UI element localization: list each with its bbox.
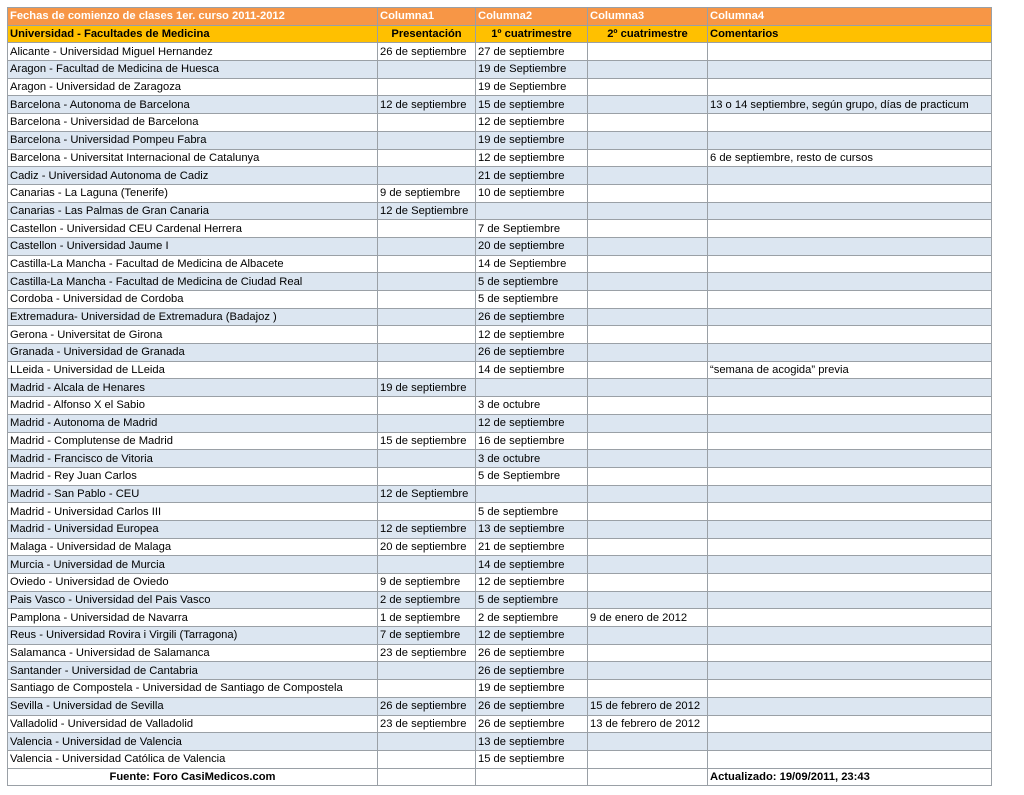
table-row	[8, 273, 992, 291]
footer-row	[8, 768, 992, 786]
table-row	[8, 61, 992, 79]
cell-comentarios[interactable]	[708, 43, 992, 61]
cell-comentarios[interactable]	[708, 644, 992, 662]
cell-presentacion[interactable]	[378, 397, 476, 415]
cell-2-cuatrimestre[interactable]	[588, 114, 708, 132]
cell-1-cuatrimestre[interactable]: 3 de octubre	[476, 450, 588, 468]
cell-presentacion[interactable]	[378, 467, 476, 485]
cell-presentacion[interactable]: 12 de septiembre	[378, 520, 476, 538]
cell-university[interactable]: Madrid - Autonoma de Madrid	[8, 414, 378, 432]
cell-2-cuatrimestre[interactable]	[588, 149, 708, 167]
cell-presentacion[interactable]	[378, 220, 476, 238]
cell-university[interactable]: Cordoba - Universidad de Cordoba	[8, 291, 378, 309]
cell-1-cuatrimestre[interactable]	[476, 202, 588, 220]
table-row	[8, 697, 992, 715]
cell-comentarios[interactable]	[708, 697, 992, 715]
cell-2-cuatrimestre[interactable]: 15 de febrero de 2012	[588, 697, 708, 715]
cell-1-cuatrimestre[interactable]: 26 de septiembre	[476, 715, 588, 733]
cell-presentacion[interactable]	[378, 361, 476, 379]
table-row	[8, 485, 992, 503]
cell-1-cuatrimestre[interactable]: 5 de septiembre	[476, 291, 588, 309]
cell-university[interactable]: Aragon - Universidad de Zaragoza	[8, 78, 378, 96]
cell-presentacion[interactable]	[378, 344, 476, 362]
cell-2-cuatrimestre[interactable]	[588, 432, 708, 450]
cell-university[interactable]: Madrid - Alfonso X el Sabio	[8, 397, 378, 415]
table-row	[8, 680, 992, 698]
cell-2-cuatrimestre[interactable]	[588, 662, 708, 680]
cell-comentarios[interactable]	[708, 167, 992, 185]
cell-university[interactable]: Madrid - Universidad Europea	[8, 520, 378, 538]
cell-1-cuatrimestre[interactable]: 5 de septiembre	[476, 503, 588, 521]
header-1-cuatrimestre[interactable]: 1º cuatrimestre	[476, 25, 588, 43]
cell-comentarios[interactable]	[708, 78, 992, 96]
cell-presentacion[interactable]: 12 de Septiembre	[378, 202, 476, 220]
table-row	[8, 750, 992, 768]
cell-comentarios[interactable]	[708, 485, 992, 503]
cell-2-cuatrimestre[interactable]	[588, 680, 708, 698]
table-row	[8, 131, 992, 149]
table-row	[8, 344, 992, 362]
cell-2-cuatrimestre[interactable]	[588, 61, 708, 79]
cell-university[interactable]: Castellon - Universidad Jaume I	[8, 237, 378, 255]
title-row	[8, 8, 992, 26]
cell-university[interactable]: Barcelona - Autonoma de Barcelona	[8, 96, 378, 114]
footer-updated[interactable]: Actualizado: 19/09/2011, 23:43	[708, 768, 992, 786]
cell-1-cuatrimestre[interactable]: 14 de septiembre	[476, 361, 588, 379]
cell-presentacion[interactable]	[378, 414, 476, 432]
cell-presentacion[interactable]	[378, 450, 476, 468]
cell-university[interactable]: Aragon - Facultad de Medicina de Huesca	[8, 61, 378, 79]
cell-1-cuatrimestre[interactable]: 19 de septiembre	[476, 680, 588, 698]
column-title-1[interactable]: Columna1	[378, 8, 476, 26]
cell-presentacion[interactable]	[378, 308, 476, 326]
cell-comentarios[interactable]	[708, 220, 992, 238]
sheet-title[interactable]: Fechas de comienzo de clases 1er. curso 2011-2012	[8, 8, 378, 26]
cell-comentarios[interactable]	[708, 344, 992, 362]
cell-presentacion[interactable]: 23 de septiembre	[378, 715, 476, 733]
cell-1-cuatrimestre[interactable]: 20 de septiembre	[476, 237, 588, 255]
cell-2-cuatrimestre[interactable]	[588, 237, 708, 255]
cell-2-cuatrimestre[interactable]	[588, 503, 708, 521]
cell-presentacion[interactable]	[378, 680, 476, 698]
cell-comentarios[interactable]	[708, 467, 992, 485]
table-row	[8, 149, 992, 167]
table-row	[8, 237, 992, 255]
cell-comentarios[interactable]	[708, 520, 992, 538]
cell-university[interactable]: Santiago de Compostela - Universidad de Santiago de Compostela	[8, 680, 378, 698]
cell-university[interactable]: Barcelona - Universidad de Barcelona	[8, 114, 378, 132]
cell-university[interactable]: Salamanca - Universidad de Salamanca	[8, 644, 378, 662]
cell-presentacion[interactable]: 1 de septiembre	[378, 609, 476, 627]
cell-1-cuatrimestre[interactable]: 14 de septiembre	[476, 556, 588, 574]
table-row	[8, 432, 992, 450]
cell-university[interactable]: Madrid - Universidad Carlos III	[8, 503, 378, 521]
cell-presentacion[interactable]: 9 de septiembre	[378, 184, 476, 202]
cell-university[interactable]: Valladolid - Universidad de Valladolid	[8, 715, 378, 733]
cell-2-cuatrimestre[interactable]	[588, 485, 708, 503]
cell-university[interactable]: Castilla-La Mancha - Facultad de Medicina de Ciudad Real	[8, 273, 378, 291]
cell-presentacion[interactable]: 12 de Septiembre	[378, 485, 476, 503]
table-row	[8, 184, 992, 202]
cell-1-cuatrimestre[interactable]: 3 de octubre	[476, 397, 588, 415]
cell-1-cuatrimestre[interactable]: 12 de septiembre	[476, 627, 588, 645]
cell-university[interactable]: Santander - Universidad de Cantabria	[8, 662, 378, 680]
cell-1-cuatrimestre[interactable]: 12 de septiembre	[476, 114, 588, 132]
table-row	[8, 202, 992, 220]
cell-1-cuatrimestre[interactable]: 26 de septiembre	[476, 697, 588, 715]
header-university[interactable]: Universidad - Facultades de Medicina	[8, 25, 378, 43]
cell-comentarios[interactable]	[708, 574, 992, 592]
cell-2-cuatrimestre[interactable]	[588, 733, 708, 751]
cell-comentarios[interactable]	[708, 733, 992, 751]
cell-comentarios[interactable]	[708, 591, 992, 609]
cell-comentarios[interactable]	[708, 450, 992, 468]
cell-comentarios[interactable]	[708, 538, 992, 556]
cell-1-cuatrimestre[interactable]: 19 de septiembre	[476, 131, 588, 149]
cell-university[interactable]: Canarias - Las Palmas de Gran Canaria	[8, 202, 378, 220]
cell-2-cuatrimestre[interactable]	[588, 644, 708, 662]
cell-2-cuatrimestre[interactable]	[588, 291, 708, 309]
cell-presentacion[interactable]	[378, 733, 476, 751]
header-row	[8, 25, 992, 43]
cell-1-cuatrimestre[interactable]: 26 de septiembre	[476, 644, 588, 662]
cell-university[interactable]: Castilla-La Mancha - Facultad de Medicina de Albacete	[8, 255, 378, 273]
cell-university[interactable]: Sevilla - Universidad de Sevilla	[8, 697, 378, 715]
cell-1-cuatrimestre[interactable]: 26 de septiembre	[476, 662, 588, 680]
cell-2-cuatrimestre[interactable]	[588, 627, 708, 645]
table-row	[8, 662, 992, 680]
table-row	[8, 556, 992, 574]
cell-presentacion[interactable]	[378, 61, 476, 79]
cell-comentarios[interactable]: 6 de septiembre, resto de cursos	[708, 149, 992, 167]
cell-university[interactable]: Madrid - San Pablo - CEU	[8, 485, 378, 503]
cell-university[interactable]: Madrid - Alcala de Henares	[8, 379, 378, 397]
cell-comentarios[interactable]: 13 o 14 septiembre, según grupo, días de practicum	[708, 96, 992, 114]
table-row	[8, 503, 992, 521]
cell-comentarios[interactable]	[708, 61, 992, 79]
cell-1-cuatrimestre[interactable]: 27 de septiembre	[476, 43, 588, 61]
cell-university[interactable]: Valencia - Universidad Católica de Valencia	[8, 750, 378, 768]
cell-presentacion[interactable]: 7 de septiembre	[378, 627, 476, 645]
cell-empty[interactable]	[476, 768, 588, 786]
table-row	[8, 715, 992, 733]
cell-university[interactable]: Barcelona - Universitat Internacional de Catalunya	[8, 149, 378, 167]
cell-1-cuatrimestre[interactable]: 12 de septiembre	[476, 326, 588, 344]
cell-university[interactable]: Barcelona - Universidad Pompeu Fabra	[8, 131, 378, 149]
cell-university[interactable]: Alicante - Universidad Miguel Hernandez	[8, 43, 378, 61]
cell-presentacion[interactable]: 2 de septiembre	[378, 591, 476, 609]
cell-2-cuatrimestre[interactable]	[588, 574, 708, 592]
cell-comentarios[interactable]	[708, 662, 992, 680]
cell-1-cuatrimestre[interactable]: 5 de Septiembre	[476, 467, 588, 485]
cell-1-cuatrimestre[interactable]: 21 de septiembre	[476, 538, 588, 556]
table-row	[8, 220, 992, 238]
cell-presentacion[interactable]	[378, 503, 476, 521]
cell-1-cuatrimestre[interactable]: 7 de Septiembre	[476, 220, 588, 238]
cell-comentarios[interactable]	[708, 291, 992, 309]
cell-1-cuatrimestre[interactable]: 5 de septiembre	[476, 591, 588, 609]
header-2-cuatrimestre[interactable]: 2º cuatrimestre	[588, 25, 708, 43]
cell-comentarios[interactable]	[708, 715, 992, 733]
table-row	[8, 414, 992, 432]
cell-university[interactable]: Cadiz - Universidad Autonoma de Cadiz	[8, 167, 378, 185]
cell-2-cuatrimestre[interactable]	[588, 414, 708, 432]
cell-2-cuatrimestre[interactable]	[588, 379, 708, 397]
column-title-4[interactable]: Columna4	[708, 8, 992, 26]
cell-2-cuatrimestre[interactable]	[588, 326, 708, 344]
table-row	[8, 627, 992, 645]
cell-comentarios[interactable]: “semana de acogida” previa	[708, 361, 992, 379]
table-row	[8, 255, 992, 273]
cell-comentarios[interactable]	[708, 414, 992, 432]
cell-2-cuatrimestre[interactable]	[588, 520, 708, 538]
cell-1-cuatrimestre[interactable]: 19 de Septiembre	[476, 78, 588, 96]
cell-presentacion[interactable]	[378, 750, 476, 768]
cell-2-cuatrimestre[interactable]	[588, 78, 708, 96]
cell-2-cuatrimestre[interactable]	[588, 361, 708, 379]
cell-university[interactable]: Pais Vasco - Universidad del Pais Vasco	[8, 591, 378, 609]
table-row	[8, 167, 992, 185]
cell-comentarios[interactable]	[708, 202, 992, 220]
table-row	[8, 591, 992, 609]
cell-2-cuatrimestre[interactable]	[588, 184, 708, 202]
cell-1-cuatrimestre[interactable]: 13 de septiembre	[476, 733, 588, 751]
cell-presentacion[interactable]: 26 de septiembre	[378, 697, 476, 715]
table-row	[8, 574, 992, 592]
cell-empty[interactable]	[378, 768, 476, 786]
cell-1-cuatrimestre[interactable]: 14 de Septiembre	[476, 255, 588, 273]
cell-2-cuatrimestre[interactable]	[588, 255, 708, 273]
cell-comentarios[interactable]	[708, 609, 992, 627]
cell-1-cuatrimestre[interactable]	[476, 485, 588, 503]
column-title-2[interactable]: Columna2	[476, 8, 588, 26]
spreadsheet-table	[7, 7, 992, 786]
cell-presentacion[interactable]: 20 de septiembre	[378, 538, 476, 556]
cell-presentacion[interactable]	[378, 326, 476, 344]
cell-1-cuatrimestre[interactable]: 12 de septiembre	[476, 574, 588, 592]
table-row	[8, 114, 992, 132]
table-row	[8, 326, 992, 344]
cell-1-cuatrimestre[interactable]: 15 de septiembre	[476, 96, 588, 114]
cell-2-cuatrimestre[interactable]: 9 de enero de 2012	[588, 609, 708, 627]
cell-presentacion[interactable]	[378, 149, 476, 167]
cell-1-cuatrimestre[interactable]: 15 de septiembre	[476, 750, 588, 768]
table-row	[8, 96, 992, 114]
cell-2-cuatrimestre[interactable]	[588, 750, 708, 768]
cell-1-cuatrimestre[interactable]: 16 de septiembre	[476, 432, 588, 450]
cell-2-cuatrimestre[interactable]	[588, 450, 708, 468]
cell-comentarios[interactable]	[708, 184, 992, 202]
cell-presentacion[interactable]	[378, 237, 476, 255]
cell-presentacion[interactable]: 26 de septiembre	[378, 43, 476, 61]
table-row	[8, 78, 992, 96]
cell-comentarios[interactable]	[708, 237, 992, 255]
cell-1-cuatrimestre[interactable]: 12 de septiembre	[476, 149, 588, 167]
cell-comentarios[interactable]	[708, 627, 992, 645]
cell-2-cuatrimestre[interactable]	[588, 96, 708, 114]
cell-presentacion[interactable]	[378, 556, 476, 574]
cell-presentacion[interactable]: 23 de septiembre	[378, 644, 476, 662]
header-comentarios[interactable]: Comentarios	[708, 25, 992, 43]
cell-2-cuatrimestre[interactable]	[588, 43, 708, 61]
cell-2-cuatrimestre[interactable]	[588, 273, 708, 291]
cell-presentacion[interactable]	[378, 114, 476, 132]
cell-comentarios[interactable]	[708, 680, 992, 698]
cell-2-cuatrimestre[interactable]	[588, 397, 708, 415]
table-row	[8, 379, 992, 397]
cell-presentacion[interactable]	[378, 255, 476, 273]
cell-presentacion[interactable]	[378, 662, 476, 680]
cell-university[interactable]: Reus - Universidad Rovira i Virgili (Tarragona)	[8, 627, 378, 645]
cell-2-cuatrimestre[interactable]	[588, 220, 708, 238]
cell-university[interactable]: LLeida - Universidad de LLeida	[8, 361, 378, 379]
cell-university[interactable]: Madrid - Complutense de Madrid	[8, 432, 378, 450]
cell-comentarios[interactable]	[708, 273, 992, 291]
cell-1-cuatrimestre[interactable]: 21 de septiembre	[476, 167, 588, 185]
table-row	[8, 538, 992, 556]
cell-2-cuatrimestre[interactable]	[588, 202, 708, 220]
cell-comentarios[interactable]	[708, 255, 992, 273]
cell-university[interactable]: Castellon - Universidad CEU Cardenal Herrera	[8, 220, 378, 238]
table-row	[8, 291, 992, 309]
cell-comentarios[interactable]	[708, 114, 992, 132]
cell-1-cuatrimestre[interactable]: 5 de septiembre	[476, 273, 588, 291]
cell-1-cuatrimestre[interactable]: 12 de septiembre	[476, 414, 588, 432]
cell-1-cuatrimestre[interactable]: 26 de septiembre	[476, 308, 588, 326]
cell-2-cuatrimestre[interactable]	[588, 308, 708, 326]
cell-university[interactable]: Granada - Universidad de Granada	[8, 344, 378, 362]
cell-university[interactable]: Oviedo - Universidad de Oviedo	[8, 574, 378, 592]
table-row	[8, 308, 992, 326]
cell-university[interactable]: Gerona - Universitat de Girona	[8, 326, 378, 344]
cell-university[interactable]: Canarias - La Laguna (Tenerife)	[8, 184, 378, 202]
cell-presentacion[interactable]: 9 de septiembre	[378, 574, 476, 592]
cell-presentacion[interactable]	[378, 78, 476, 96]
cell-comentarios[interactable]	[708, 326, 992, 344]
cell-1-cuatrimestre[interactable]: 26 de septiembre	[476, 344, 588, 362]
cell-empty[interactable]	[588, 768, 708, 786]
cell-comentarios[interactable]	[708, 750, 992, 768]
cell-comentarios[interactable]	[708, 379, 992, 397]
cell-1-cuatrimestre[interactable]: 13 de septiembre	[476, 520, 588, 538]
cell-2-cuatrimestre[interactable]	[588, 556, 708, 574]
cell-2-cuatrimestre[interactable]	[588, 538, 708, 556]
table-row	[8, 397, 992, 415]
cell-2-cuatrimestre[interactable]	[588, 591, 708, 609]
table-row	[8, 609, 992, 627]
cell-comentarios[interactable]	[708, 308, 992, 326]
column-title-3[interactable]: Columna3	[588, 8, 708, 26]
cell-presentacion[interactable]	[378, 167, 476, 185]
cell-presentacion[interactable]: 15 de septiembre	[378, 432, 476, 450]
cell-2-cuatrimestre[interactable]	[588, 467, 708, 485]
cell-presentacion[interactable]	[378, 273, 476, 291]
cell-2-cuatrimestre[interactable]: 13 de febrero de 2012	[588, 715, 708, 733]
table-row	[8, 467, 992, 485]
cell-university[interactable]: Valencia - Universidad de Valencia	[8, 733, 378, 751]
table-row	[8, 520, 992, 538]
table-row	[8, 450, 992, 468]
cell-comentarios[interactable]	[708, 397, 992, 415]
cell-university[interactable]: Madrid - Francisco de Vitoria	[8, 450, 378, 468]
cell-university[interactable]: Murcia - Universidad de Murcia	[8, 556, 378, 574]
cell-university[interactable]: Pamplona - Universidad de Navarra	[8, 609, 378, 627]
table-row	[8, 43, 992, 61]
cell-presentacion[interactable]	[378, 131, 476, 149]
cell-2-cuatrimestre[interactable]	[588, 131, 708, 149]
cell-1-cuatrimestre[interactable]: 2 de septiembre	[476, 609, 588, 627]
cell-1-cuatrimestre[interactable]: 10 de septiembre	[476, 184, 588, 202]
cell-comentarios[interactable]	[708, 432, 992, 450]
cell-2-cuatrimestre[interactable]	[588, 167, 708, 185]
cell-university[interactable]: Extremadura- Universidad de Extremadura (Badajoz )	[8, 308, 378, 326]
cell-university[interactable]: Malaga - Universidad de Malaga	[8, 538, 378, 556]
cell-2-cuatrimestre[interactable]	[588, 344, 708, 362]
cell-presentacion[interactable]: 19 de septiembre	[378, 379, 476, 397]
cell-1-cuatrimestre[interactable]: 19 de Septiembre	[476, 61, 588, 79]
table-row	[8, 733, 992, 751]
table-row	[8, 361, 992, 379]
header-presentacion[interactable]: Presentación	[378, 25, 476, 43]
cell-comentarios[interactable]	[708, 556, 992, 574]
cell-1-cuatrimestre[interactable]	[476, 379, 588, 397]
table-row	[8, 644, 992, 662]
cell-university[interactable]: Madrid - Rey Juan Carlos	[8, 467, 378, 485]
footer-source[interactable]: Fuente: Foro CasiMedicos.com	[8, 768, 378, 786]
cell-comentarios[interactable]	[708, 503, 992, 521]
cell-presentacion[interactable]: 12 de septiembre	[378, 96, 476, 114]
cell-presentacion[interactable]	[378, 291, 476, 309]
cell-comentarios[interactable]	[708, 131, 992, 149]
